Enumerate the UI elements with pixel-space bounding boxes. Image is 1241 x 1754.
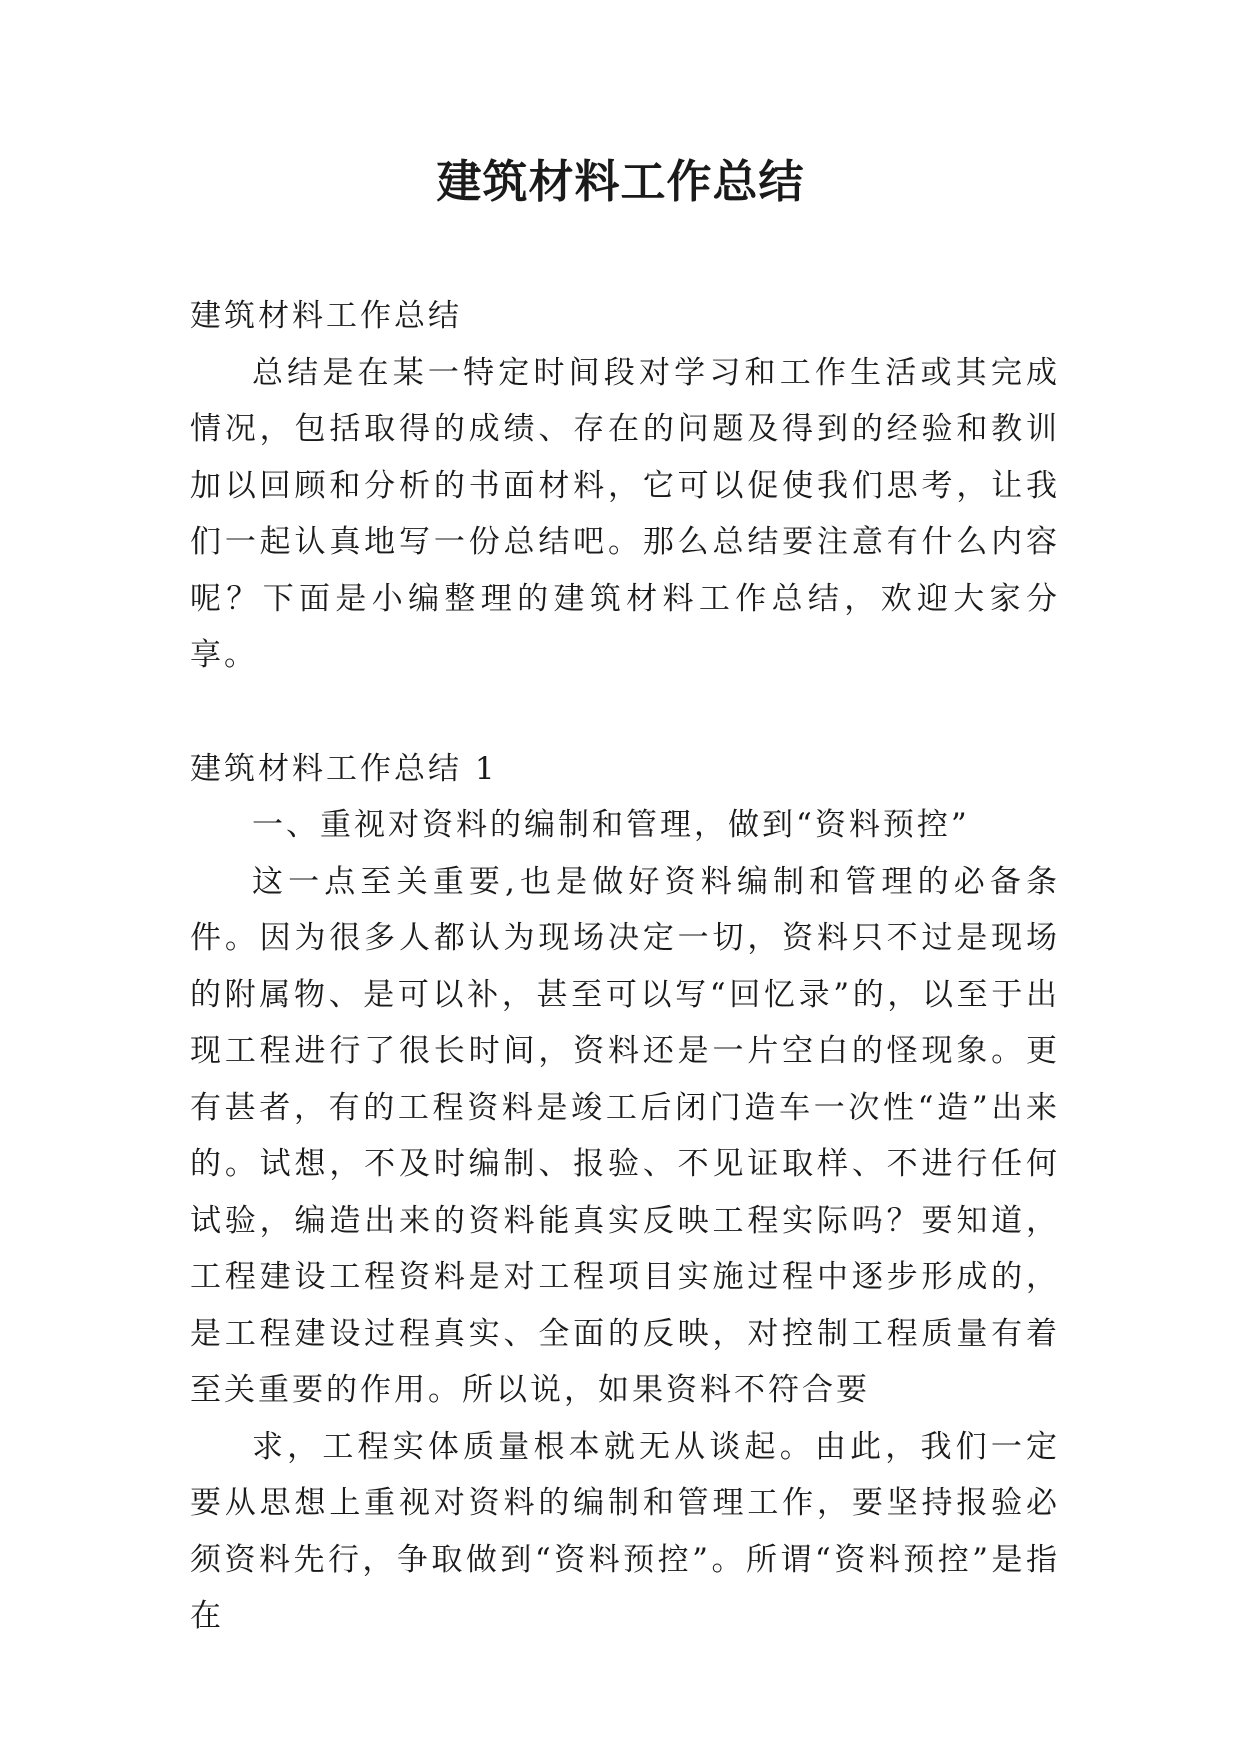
section-heading-1: 建筑材料工作总结 1 <box>190 750 498 787</box>
paragraph-body-2: 求，工程实体质量根本就无从谈起。由此，我们一定要从思想上重视对资料的编制和管理工作，要坚持报验必须资料先行，争取做到“资料预控”。所谓“资料预控”是指在 <box>190 1428 1060 1634</box>
paragraph-body-1: 这一点至关重要,也是做好资料编制和管理的必备条件。因为很多人都认为现场决定一切，资料只不过是现场的附属物、是可以补，甚至可以写“回忆录”的，以至于出现工程进行了很长时间，资料还是一片空白的怪现象。更有甚者，有的工程资料是竣工后闭门造车一次性“造”出来的。试想，不及时编制、报验、不见证取样、不进行任何试验，编造出来的资料能真实反映工程实际吗？要知道，工程建设工程资料是对工程项目实施过程中逐步形成的，是工程建设过程真实、全面的反映，对控制工程质量有着至关重要的作用。所以说，如果资料不符合要 <box>190 863 1060 1408</box>
document-title: 建筑材料工作总结 <box>436 155 805 208</box>
paragraph-intro: 总结是在某一特定时间段对学习和工作生活或其完成情况，包括取得的成绩、存在的问题及得到的经验和教训加以回顾和分析的书面材料，它可以促使我们思考，让我们一起认真地写一份总结吧。那么总结要注意有什么内容呢？下面是小编整理的建筑材料工作总结，欢迎大家分享。 <box>190 354 1060 673</box>
paragraph-subheading-1: 一、重视对资料的编制和管理，做到“资料预控” <box>252 807 970 843</box>
document-body <box>190 288 1060 1645</box>
section-heading-intro: 建筑材料工作总结 <box>190 298 462 334</box>
